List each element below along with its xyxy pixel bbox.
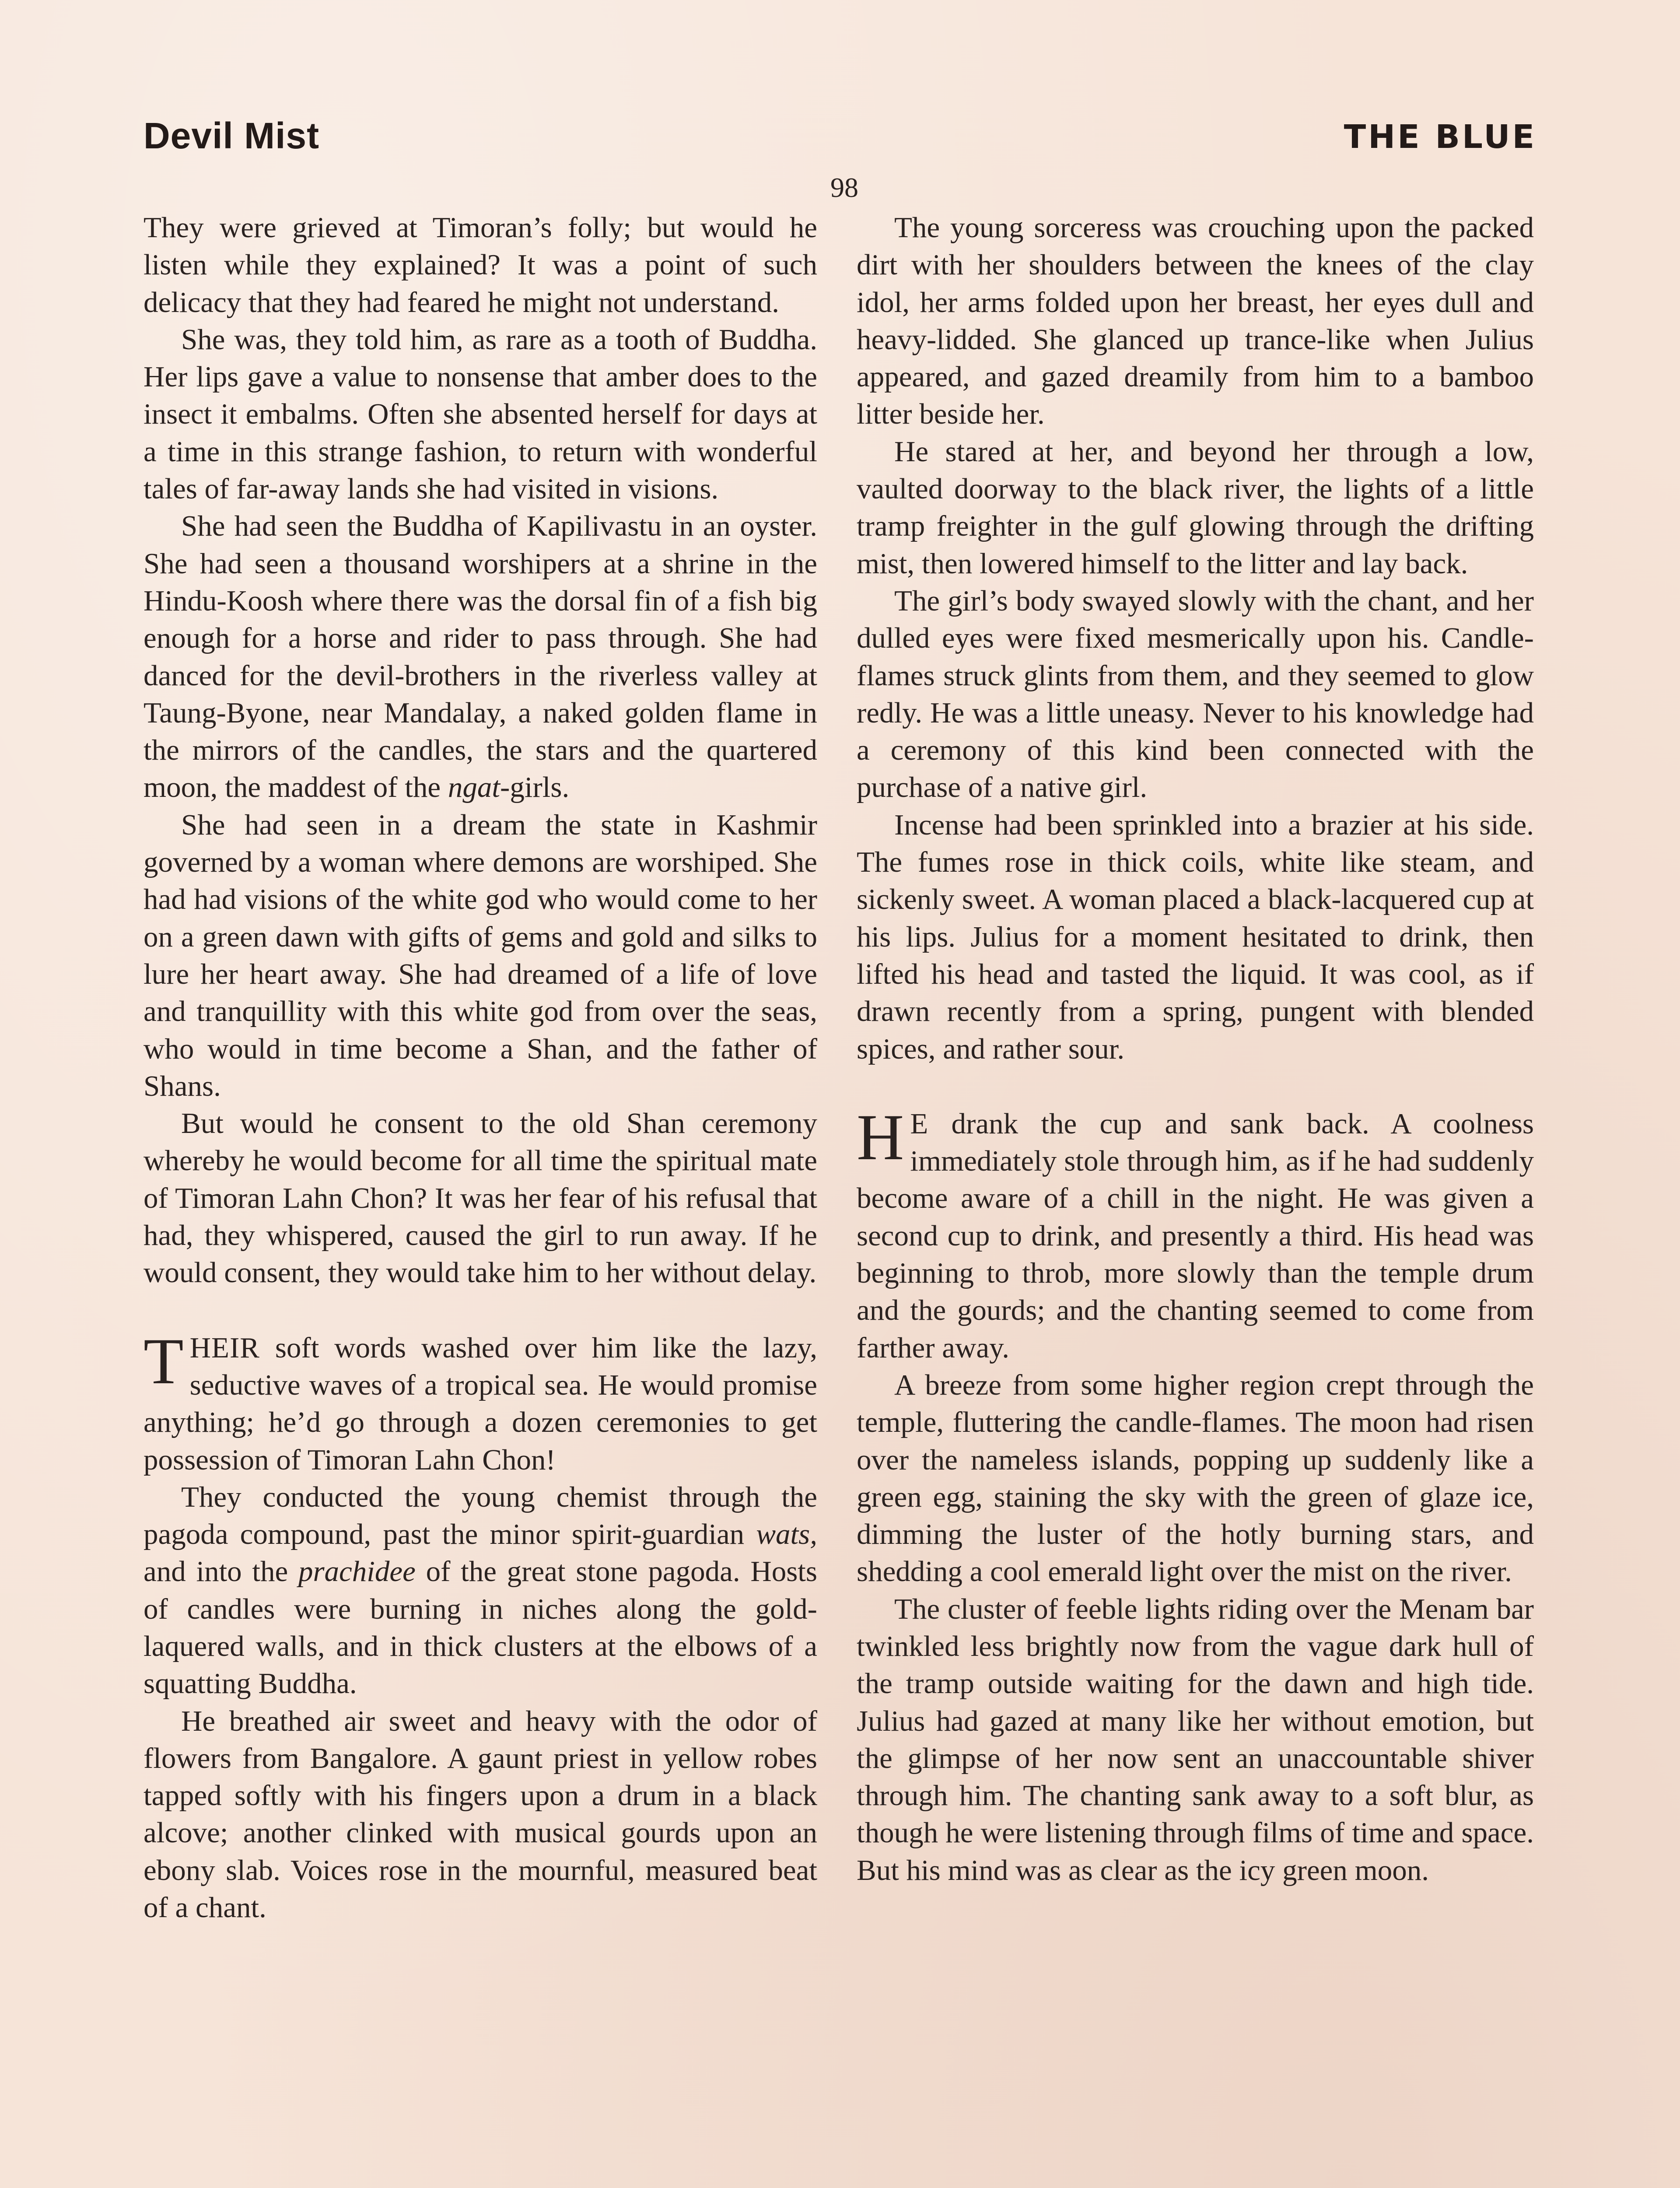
paragraph (144, 321, 817, 508)
text-run: of the great stone pagoda. Hosts of candles were burning in niches along the gold-laquered walls, and in thick clusters at the elbows of a squatting Buddha. (144, 1555, 817, 1700)
paragraph (144, 1105, 817, 1291)
paragraph (857, 209, 1534, 433)
drop-cap: T (144, 1325, 184, 1398)
text-run: But would he consent to the old Shan ceremony whereby he would become for all time the spiritual mate of Timoran Lahn Chon? It was her fear of his refusal that had, they whispered, caused the girl to run away. If he would consent, they would take him to her without delay. (144, 1107, 817, 1289)
text-run: A breeze from some higher region crept through the temple, fluttering the candle-flames. The moon had risen over the nameless islands, popping up suddenly like a green egg, staining the sky with the green of glaze ice, dimming the luster of the hotly burning stars, and shedding a cool emerald light over the mist on the river. (857, 1368, 1534, 1588)
page-number: 98 (830, 172, 858, 203)
text-run: -girls. (500, 771, 570, 804)
magazine-name: THE BLUE (1344, 118, 1536, 156)
paragraph (144, 508, 817, 806)
text-run: She had seen in a dream the state in Kashmir governed by a woman where demons are worshiped. She had had visions of the white god who would come to her on a green dawn with gifts of gems and gold and silks to lure her heart away. She had dreamed of a life of love and tranquillity with this white god from over the seas, who would in time become a Shan, and the father of Shans. (144, 808, 817, 1102)
paragraph (857, 1101, 1534, 1367)
paragraph (857, 433, 1534, 582)
text-run: The cluster of feeble lights riding over the Menam bar twinkled less brightly now from the vague dark hull of the tramp outside waiting for the dawn and high tide. Julius had gazed at many like her without emotion, but the glimpse of her now sent an unaccountable shiver through him. The chanting sank away to a soft blur, as though he were listening through films of time and space. But his mind was as clear as the icy green moon. (857, 1592, 1534, 1886)
text-run: They conducted the young chemist through the pagoda compound, past the minor spirit-guardian (144, 1480, 817, 1551)
paragraph (857, 1367, 1534, 1591)
story-title: Devil Mist (144, 115, 320, 156)
right-text-column (857, 209, 1534, 1889)
text-run: He stared at her, and beyond her through a low, vaulted doorway to the black river, the lights of a little tramp freighter in the gulf glowing through the drifting mist, then lowered himself to the litter and lay back. (857, 435, 1534, 580)
text-run: drank the cup and sank back. A coolness immediately stole through him, as if he had suddenly become aware of a chill in the night. He was given a second cup to drink, and presently a third. His head was beginning to throb, more slowly than the temple drum and the gourds; and the chanting seemed to come from farther away. (857, 1107, 1534, 1364)
paragraph (144, 209, 817, 321)
italic-text: prachidee (298, 1555, 416, 1588)
left-text-column (144, 209, 817, 1926)
text-run: Incense had been sprinkled into a brazier at his side. The fumes rose in thick coils, white like steam, and sickenly sweet. A woman placed a black-lacquered cup at his lips. Julius for a moment hesitated to drink, then lifted his head and tasted the liquid. It was cool, as if drawn recently from a spring, pungent with blended spices, and rather sour. (857, 808, 1534, 1065)
text-run: soft words washed over him like the lazy, seductive waves of a tropical sea. He would promise anything; he’d go through a dozen ceremonies to get possession of Timoran Lahn Chon! (144, 1331, 817, 1476)
text-run: The young sorceress was crouching upon the packed dirt with her shoulders between the knees of the clay idol, her arms folded upon her breast, her eyes dull and heavy-lidded. She glanced up trance-like when Julius appeared, and gazed dreamily from him to a bamboo litter beside her. (857, 211, 1534, 431)
text-run: and into the (144, 1555, 298, 1588)
drop-cap-word: E (910, 1107, 929, 1140)
running-head (0, 115, 1680, 163)
paragraph (144, 1703, 817, 1927)
text-run: The girl’s body swayed slowly with the chant, and her dulled eyes were fixed mesmerically upon his. Candle-flames struck glints from them, and they seemed to glow redly. He was a little uneasy. Never to his knowledge had a ceremony of this kind been connected with the purchase of a native girl. (857, 584, 1534, 804)
paragraph (857, 1591, 1534, 1889)
italic-text: ngat (448, 771, 500, 804)
paragraph (144, 1325, 817, 1479)
paragraph (144, 1479, 817, 1703)
drop-cap-word: HEIR (189, 1331, 260, 1364)
paragraph (144, 806, 817, 1105)
paragraph (857, 806, 1534, 1068)
text-run: They were grieved at Timoran’s folly; but would he listen while they explained? It was a point of such delicacy that they had feared he might not understand. (144, 211, 817, 319)
text-run: He breathed air sweet and heavy with the odor of flowers from Bangalore. A gaunt priest in yellow robes tapped softly with his fingers upon a drum in a black alcove; another clinked with musical gourds upon an ebony slab. Voices rose in the mournful, measured beat of a chant. (144, 1704, 817, 1924)
paragraph (857, 582, 1534, 806)
text-run: She had seen the Buddha of Kapilivastu in an oyster. She had seen a thousand worshipers at a shrine in the Hindu-Koosh where there was the dorsal fin of a fish big enough for a horse and rider to pass through. She had danced for the devil-brothers in the riverless valley at Taung-Byone, near Mandalay, a naked golden flame in the mirrors of the candles, the stars and the quartered moon, the maddest of the (144, 510, 817, 804)
italic-text: wats, (756, 1518, 817, 1551)
drop-cap: H (857, 1101, 904, 1174)
text-run: She was, they told him, as rare as a tooth of Buddha. Her lips gave a value to nonsense that amber does to the insect it embalms. Often she absented herself for days at a time in this strange fashion, to return with wonderful tales of far-away lands she had visited in visions. (144, 323, 817, 505)
